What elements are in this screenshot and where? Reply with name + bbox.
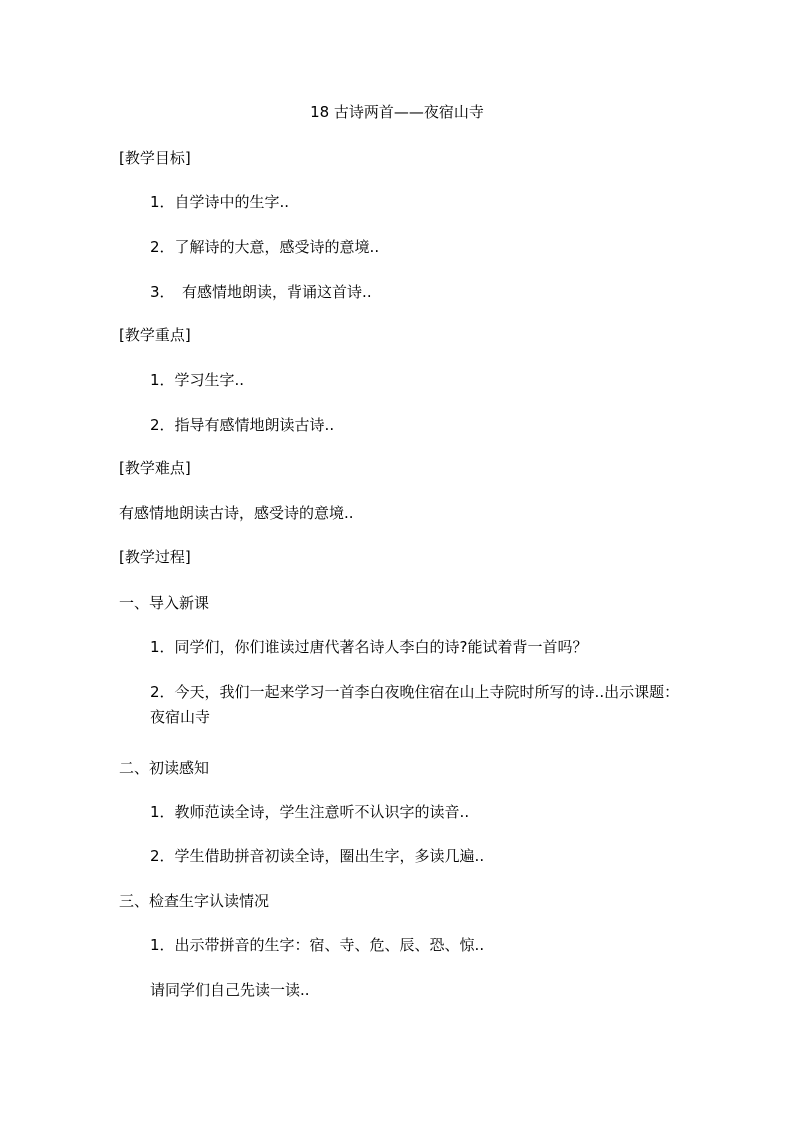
part3-item-1: 1．出示带拼音的生字：宿、寺、危、辰、恐、惊.. (150, 936, 485, 954)
difficulties-text: 有感情地朗读古诗，感受诗的意境.. (119, 504, 354, 522)
objectives-heading: [教学目标] (119, 149, 191, 167)
difficulties-heading: [教学难点] (119, 459, 191, 477)
part3-heading: 三、检查生字认读情况 (119, 892, 270, 910)
key-point-item-1: 1．学习生字.. (150, 371, 245, 389)
objective-item-3: 3． 有感情地朗读，背诵这首诗.. (150, 283, 372, 301)
part2-heading: 二、初读感知 (119, 759, 210, 777)
part2-item-2: 2．学生借助拼音初读全诗，圈出生字，多读几遍.. (150, 847, 485, 865)
process-heading: [教学过程] (119, 548, 191, 566)
key-points-heading: [教学重点] (119, 326, 191, 344)
objective-item-2: 2．了解诗的大意，感受诗的意境.. (150, 238, 380, 256)
objective-item-1: 1．自学诗中的生字.. (150, 193, 290, 211)
part2-item-1: 1．教师范读全诗，学生注意听不认识字的读音.. (150, 803, 470, 821)
part1-heading: 一、导入新课 (119, 594, 210, 612)
page-title: 18 古诗两首——夜宿山寺 (310, 103, 484, 121)
part1-item-1: 1．同学们，你们谁读过唐代著名诗人李白的诗?能试着背一首吗？ (150, 638, 588, 656)
part3-item-2: 请同学们自己先读一读.. (150, 981, 310, 999)
part1-item-2: 2．今天，我们一起来学习一首李白夜晚住宿在山上寺院时所写的诗..出示课题：夜宿山寺 (150, 683, 680, 726)
key-point-item-2: 2．指导有感情地朗读古诗.. (150, 416, 335, 434)
